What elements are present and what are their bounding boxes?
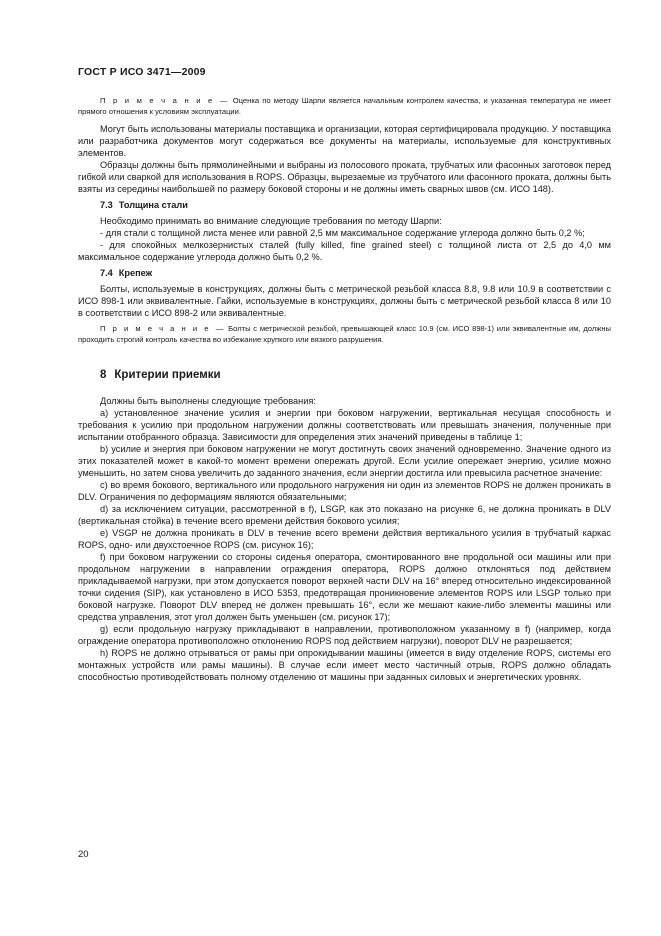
section-7-4-heading [78,267,611,279]
section-7-3-heading [78,199,611,211]
paragraph: Могут быть использованы материалы поставщика и организации, которая сертифицировала продукцию. У поставщика или разработчика документов могут содержаться все документы на материалы, используемые для конструктивных элементов. [78,124,611,159]
section-number: 7.3 [100,200,113,211]
note-text: Оценка по методу Шарпи является начальным контролем качества, и указанная температура не имеет прямого отношения к условиям эксплуатации. [78,96,611,116]
list-item: f) при боковом нагружении со стороны сиденья оператора, смонтированного вне продольной оси машины или при продольном нагружении в направлении ограждения оператора, ROPS должно отклоняться под действием прикладываемой нагрузки, при этом допускается поворот верхней части DLV на 16° вперед относительно индексированной точки сидения (SIP), как установлено в ИСО 5353, предотвращая проникновение элементов ROPS или LSGP только при боковой нагрузке. Поворот DLV вперед не должен превышать 16°, если же мешают какие-либо элементы машины или средства управления, этот угол должен быть уменьшен (см. рисунок 17); [78,552,611,623]
section-title: Толщина стали [118,200,188,211]
paragraph: Болты, используемые в конструкциях, должны быть с метрической резьбой класса 8.8, 9.8 или 10.9 в соответствии с ИСО 898-1 или эквивалентные. Гайки, используемые в конструкциях, должны быть с метрической резьбой класса 8 или 10 в соответствии с ИСО 898-2 или эквивалентные. [78,284,611,319]
list-item: - для стали с толщиной листа менее или равной 2,5 мм максимальное содержание углерода должно быть 0,2 %; [100,228,585,239]
list-item: e) VSGP не должна проникать в DLV в течение всего времени действия вертикального усилия в трубчатый каркас ROPS, одно- или двухстоечное ROPS (см. рисунок 16); [78,528,611,551]
list-item: d) за исключением ситуации, рассмотренной в f), LSGP, как это показано на рисунке 6, не должна проникать в DLV (вертикальная стойка) в течение всего времени действия бокового усилия; [78,504,611,527]
paragraph: Необходимо принимать во внимание следующие требования по методу Шарпи: [100,216,442,227]
note-text: Болты с метрической резьбой, превышающей класс 10.9 (см. ИСО 898-1) или эквивалентные им, должны проходить строгий контроль качества во избежание хрупкого или вязкого разрушения. [78,324,611,344]
list-item: h) ROPS не должно отрываться от рамы при опрокидывании машины (имеется в виду отделение ROPS, системы его монтажных устройств или рамы машины). В случае если имеет место частичный отрыв, ROPS должно обладать способностью противодействовать полному отделению от машины при заданных силовых и энергетических уровнях. [78,648,611,683]
page-header: ГОСТ Р ИСО 3471—2009 [78,66,206,78]
section-number: 8 [100,369,107,382]
section-title: Крепеж [118,268,153,279]
note-charpy [78,96,611,117]
list-item: g) если продольную нагрузку прикладывают в направлении, противоположном указанному в f) (например, когда ограждение оператора противоположно отклонению ROPS под действием нагрузки), поворот DLV не разрешается; [78,624,611,647]
section-title: Критерии приемки [114,369,221,382]
page-content [78,96,611,683]
list-item: - для спокойных мелкозернистых сталей (fully killed, fine grained steel) с толщиной листа от 2,5 до 4,0 мм максимальное содержание углерода должно быть 0,2 %. [78,240,611,263]
note-bolts [78,324,611,345]
list-item: b) усилие и энергия при боковом нагружении не могут достигнуть своих значений одновременно. Значение одного из этих показателей может в какой-то момент времени опережать другой. Если усилие опережает энергию, усилие можно уменьшить, но затем снова увеличить до заданного значения, если энергии достигла или превысила расчетное значение: [78,444,611,479]
section-8-heading [78,369,611,381]
page-number: 20 [78,849,89,860]
paragraph: Должны быть выполнены следующие требования: [100,396,316,407]
list-item: а) установленное значение усилия и энергии при боковом нагружении, вертикальная несущая способность и требования к усилию при продольном нагружении должны соответствовать или превышать значения, полученные при испытании отобранного образца. Зависимости для определения этих значений приведены в таблице 1; [78,408,611,443]
section-number: 7.4 [100,268,113,279]
note-label: П р и м е ч а н и е — [100,96,230,105]
paragraph: Образцы должны быть прямолинейными и выбраны из полосового проката, трубчатых или фасонных заготовок перед гибкой или сваркой для использования в ROPS. Образцы, вырезаемые из трубчатого или фасонного проката, должны быть взяты из середины наибольшей по размеру боковой стороны и не должны иметь сварных швов (см. ИСО 148). [78,160,611,195]
list-item: c) во время бокового, вертикального или продольного нагружения ни один из элементов ROPS не должен проникать в DLV. Ограничения по деформациям являются обязательными; [78,480,611,503]
note-label: П р и м е ч а н и е — [100,324,226,334]
